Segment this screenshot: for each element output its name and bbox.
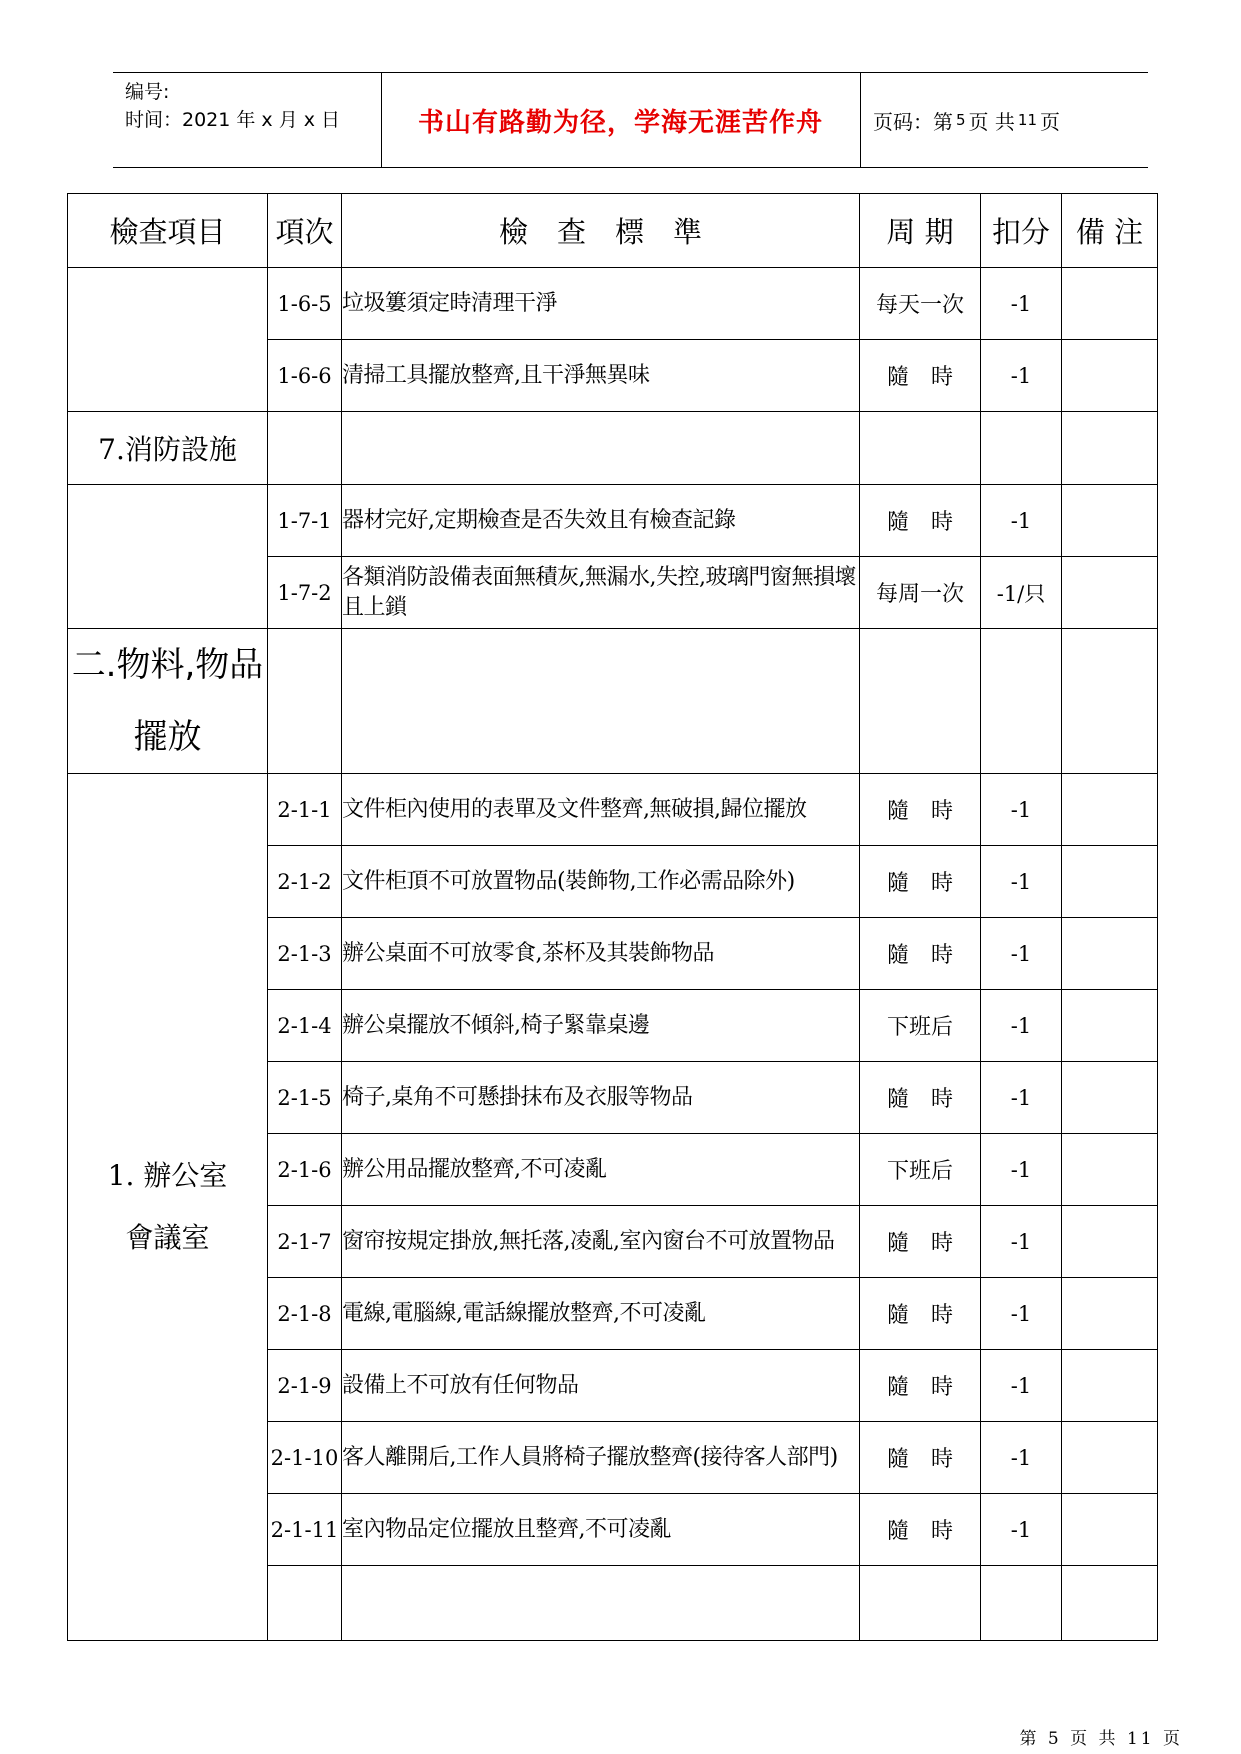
row-period: 下班后: [860, 990, 981, 1062]
row-code: 1-6-5: [268, 268, 342, 340]
row-deduct: -1: [981, 1206, 1062, 1278]
row-remark: [1062, 846, 1158, 918]
row-remark: [1062, 340, 1158, 412]
row-remark: [1062, 485, 1158, 557]
section-materials-line1: 二.物料,物品: [71, 645, 264, 685]
row-deduct: -1: [981, 1350, 1062, 1422]
area-office-line2: 會議室: [125, 1221, 210, 1254]
empty-cell: [981, 629, 1062, 774]
col-header-code: 項次: [268, 194, 342, 268]
row-code: 2-1-6: [268, 1134, 342, 1206]
page-current: 5: [956, 111, 966, 129]
col-header-remark: 備 注: [1062, 194, 1158, 268]
item-cell-empty: [68, 485, 268, 629]
page-header: [113, 72, 1148, 168]
row-period: 隨 時: [860, 1062, 981, 1134]
empty-cell: [1062, 412, 1158, 485]
row-standard: 設備上不可放有任何物品: [342, 1350, 860, 1422]
empty-cell: [342, 629, 860, 774]
date-label: 时间：2021 年 x 月 x 日: [125, 109, 341, 131]
col-header-item: 檢查項目: [68, 194, 268, 268]
row-standard: 文件柜頂不可放置物品(裝飾物,工作必需品除外): [342, 846, 860, 918]
table-row: [68, 774, 1158, 846]
row-remark: [1062, 774, 1158, 846]
section-row: [68, 412, 1158, 485]
row-deduct: -1: [981, 485, 1062, 557]
header-meta: [113, 73, 382, 167]
section-materials: [68, 629, 268, 774]
page-end: 页: [1040, 109, 1060, 134]
row-period: 下班后: [860, 1134, 981, 1206]
row-code: 2-1-7: [268, 1206, 342, 1278]
row-remark: [1062, 918, 1158, 990]
area-office: [68, 774, 268, 1641]
area-office-line1: 1. 辦公室: [107, 1159, 228, 1192]
section-row: [68, 629, 1158, 774]
row-standard: 辦公桌擺放不傾斜,椅子緊靠桌邊: [342, 990, 860, 1062]
row-standard: 室內物品定位擺放且整齊,不可凌亂: [342, 1494, 860, 1566]
row-remark: [1062, 1206, 1158, 1278]
row-code: 2-1-5: [268, 1062, 342, 1134]
serial-label: 编号:: [125, 81, 170, 103]
row-remark: [1062, 1134, 1158, 1206]
row-code: 2-1-2: [268, 846, 342, 918]
row-period: 隨 時: [860, 1206, 981, 1278]
row-deduct: -1: [981, 1494, 1062, 1566]
row-standard: 清掃工具擺放整齊,且干淨無異味: [342, 340, 860, 412]
row-period: 每天一次: [860, 268, 981, 340]
empty-cell: [981, 412, 1062, 485]
row-deduct: -1: [981, 990, 1062, 1062]
empty-cell: [860, 629, 981, 774]
row-deduct: -1: [981, 1422, 1062, 1494]
row-code: 2-1-9: [268, 1350, 342, 1422]
col-header-standard: 檢 查 標 準: [342, 194, 860, 268]
row-standard: 電線,電腦線,電話線擺放整齊,不可凌亂: [342, 1278, 860, 1350]
row-deduct: -1: [981, 1134, 1062, 1206]
empty-cell: [268, 412, 342, 485]
row-deduct: -1: [981, 268, 1062, 340]
row-deduct: -1: [981, 918, 1062, 990]
row-standard: 各類消防設備表面無積灰,無漏水,失控,玻璃門窗無損壞且上鎖: [342, 557, 860, 629]
row-standard: 垃圾簍須定時清理干淨: [342, 268, 860, 340]
row-deduct: -1/只: [981, 557, 1062, 629]
empty-cell: [268, 1566, 342, 1641]
row-code: 2-1-3: [268, 918, 342, 990]
row-remark: [1062, 1062, 1158, 1134]
page-indicator: [873, 73, 1060, 167]
row-deduct: -1: [981, 846, 1062, 918]
row-period: 隨 時: [860, 1350, 981, 1422]
row-deduct: -1: [981, 1062, 1062, 1134]
row-period: 隨 時: [860, 1422, 981, 1494]
row-standard: 器材完好,定期檢查是否失效且有檢查記錄: [342, 485, 860, 557]
table-row: [68, 485, 1158, 557]
row-period: 隨 時: [860, 340, 981, 412]
row-period: 隨 時: [860, 1278, 981, 1350]
col-header-period: 周 期: [860, 194, 981, 268]
row-code: 2-1-4: [268, 990, 342, 1062]
page-footer: 第 5 页 共 11 页: [1019, 1729, 1183, 1749]
row-remark: [1062, 1278, 1158, 1350]
row-remark: [1062, 990, 1158, 1062]
row-code: 2-1-8: [268, 1278, 342, 1350]
empty-cell: [342, 1566, 860, 1641]
section-materials-line2: 擺放: [133, 717, 202, 757]
row-code: 1-6-6: [268, 340, 342, 412]
row-period: 隨 時: [860, 1494, 981, 1566]
row-standard: 辦公用品擺放整齊,不可凌亂: [342, 1134, 860, 1206]
row-period: 隨 時: [860, 774, 981, 846]
motto: 书山有路勤为径，学海无涯苦作舟: [417, 107, 823, 138]
col-header-deduct: 扣分: [981, 194, 1062, 268]
row-period: 每周一次: [860, 557, 981, 629]
row-deduct: -1: [981, 1278, 1062, 1350]
item-cell-empty: [68, 268, 268, 412]
row-period: 隨 時: [860, 485, 981, 557]
row-remark: [1062, 268, 1158, 340]
row-code: 1-7-1: [268, 485, 342, 557]
row-code: 2-1-10: [268, 1422, 342, 1494]
row-standard: 辦公桌面不可放零食,茶杯及其裝飾物品: [342, 918, 860, 990]
empty-cell: [1062, 629, 1158, 774]
table-row: [68, 268, 1158, 340]
page-total: 11: [1017, 111, 1037, 129]
empty-cell: [268, 629, 342, 774]
empty-cell: [1062, 1566, 1158, 1641]
section-fire-facilities: 7.消防設施: [68, 412, 268, 485]
row-period: 隨 時: [860, 918, 981, 990]
empty-cell: [860, 412, 981, 485]
row-standard: 椅子,桌角不可懸掛抹布及衣服等物品: [342, 1062, 860, 1134]
empty-cell: [342, 412, 860, 485]
row-deduct: -1: [981, 340, 1062, 412]
row-remark: [1062, 557, 1158, 629]
row-code: 2-1-1: [268, 774, 342, 846]
page-label: 页码：第: [873, 109, 953, 134]
table-header-row: [68, 194, 1158, 268]
row-period: 隨 時: [860, 846, 981, 918]
row-remark: [1062, 1422, 1158, 1494]
empty-cell: [981, 1566, 1062, 1641]
row-code: 2-1-11: [268, 1494, 342, 1566]
row-standard: 文件柜內使用的表單及文件整齊,無破損,歸位擺放: [342, 774, 860, 846]
empty-cell: [860, 1566, 981, 1641]
row-code: 1-7-2: [268, 557, 342, 629]
page-mid: 页 共: [968, 109, 1015, 134]
inspection-table: [67, 193, 1158, 1641]
row-deduct: -1: [981, 774, 1062, 846]
row-standard: 窗帘按規定掛放,無托落,凌亂,室內窗台不可放置物品: [342, 1206, 860, 1278]
header-motto-cell: [381, 73, 861, 167]
row-remark: [1062, 1494, 1158, 1566]
row-standard: 客人離開后,工作人員將椅子擺放整齊(接待客人部門): [342, 1422, 860, 1494]
row-remark: [1062, 1350, 1158, 1422]
